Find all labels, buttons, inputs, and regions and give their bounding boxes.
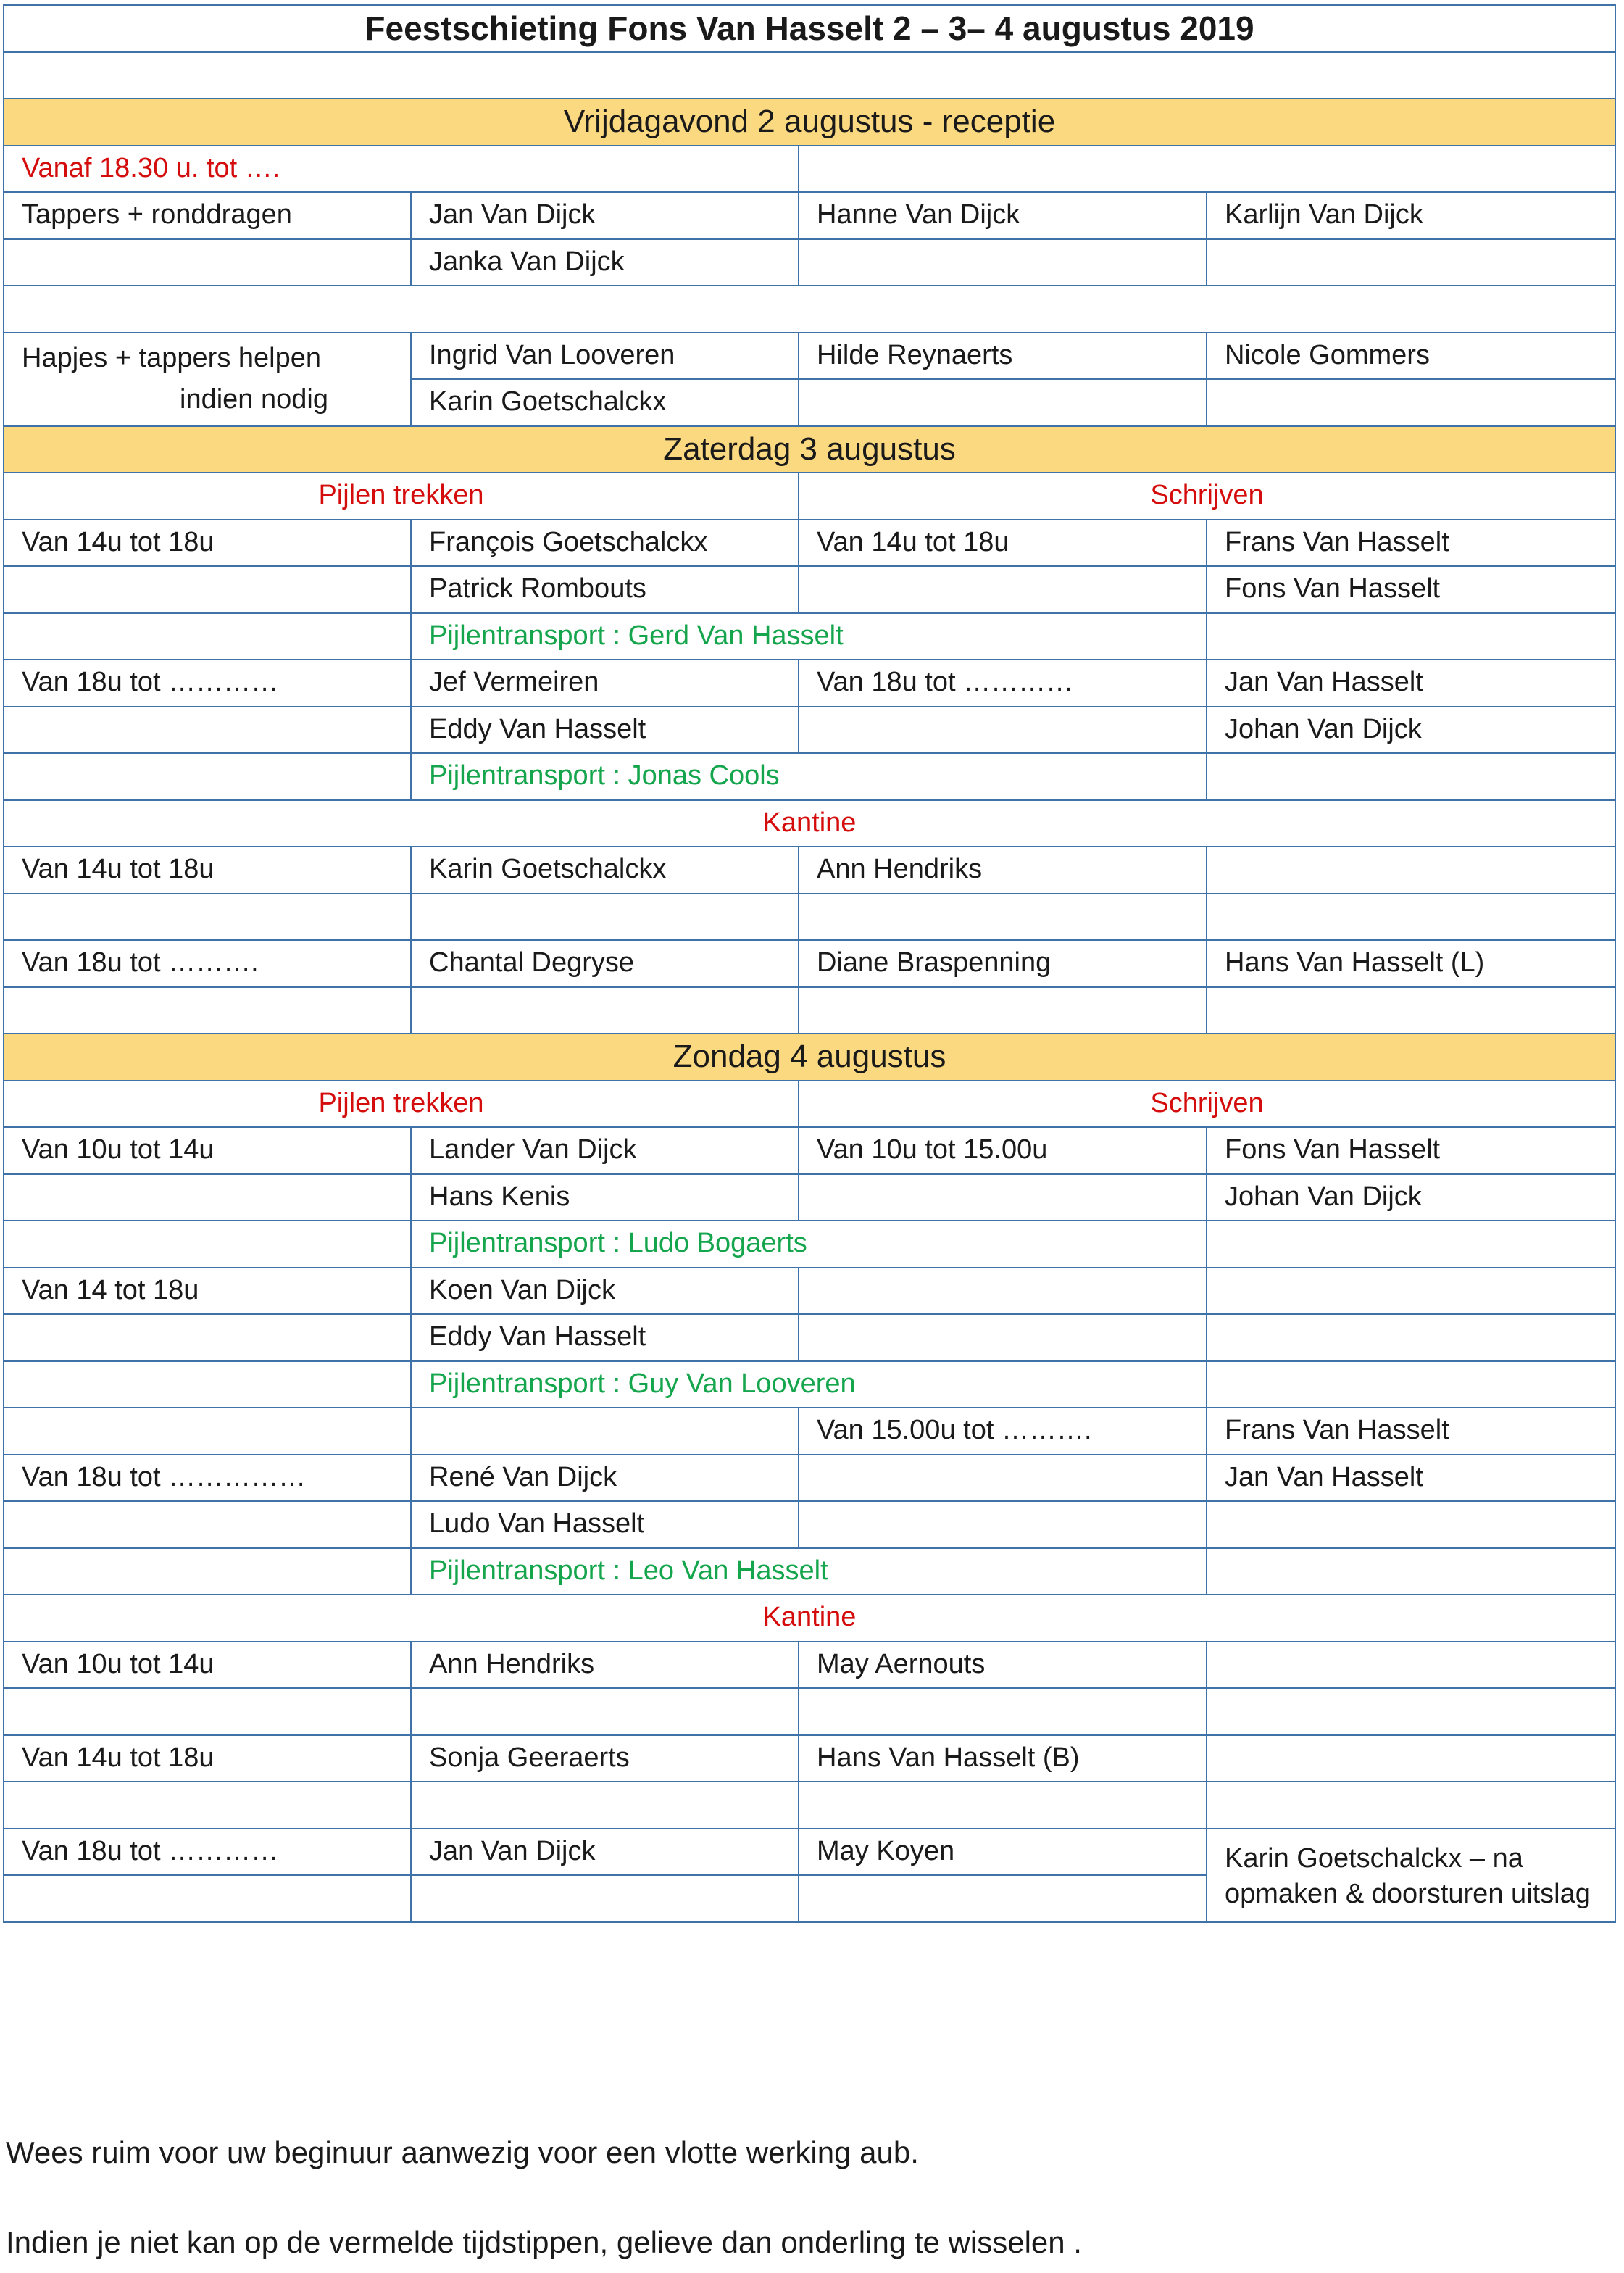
table-row [4,1642,1615,1689]
person-cell: Koen Van Dijck [411,1268,799,1315]
table-row [4,1174,1615,1221]
person-cell: Jan Van Hasselt [1207,1455,1615,1502]
time-slot: Van 14u tot 18u [4,1735,411,1782]
pijlentransport-cell: Pijlentransport : Gerd Van Hasselt [411,613,1207,660]
table-row [4,1455,1615,1502]
pijlentransport-cell: Pijlentransport : Leo Van Hasselt [411,1548,1207,1595]
person-cell: Karin Goetschalckx [411,847,799,894]
time-slot: Van 14u tot 18u [4,520,411,567]
person-cell: Johan Van Dijck [1207,707,1615,754]
table-row [4,1548,1615,1595]
table-row [4,847,1615,894]
saturday-header: Zaterdag 3 augustus [4,426,1615,473]
hapjes-label [4,333,411,426]
schrijven-label: Schrijven [799,473,1615,520]
time-slot: Van 18u tot ………. [4,940,411,987]
kantine-note-line1: Karin Goetschalckx – na [1225,1842,1523,1874]
table-row [4,192,1615,239]
person-cell: Frans Van Hasselt [1207,1408,1615,1455]
saturday-header-row [4,426,1615,473]
table-row [4,1829,1615,1876]
document-title: Feestschieting Fons Van Hasselt 2 – 3– 4 augustus 2019 [4,5,1615,52]
table-row [4,987,1615,1034]
hapjes-label-line1: Hapjes + tappers helpen [22,343,322,373]
spacer-row [4,286,1615,333]
pijlentransport-cell: Pijlentransport : Ludo Bogaerts [411,1221,1207,1268]
time-slot: Van 14u tot 18u [4,847,411,894]
table-row [4,1127,1615,1174]
table-row [4,1595,1615,1642]
person-cell: Nicole Gommers [1207,333,1615,380]
time-slot: Van 14 tot 18u [4,1268,411,1315]
table-row [4,1221,1615,1268]
kantine-note-cell [1207,1829,1615,1922]
time-slot: Van 14u tot 18u [799,520,1207,567]
person-cell: Jef Vermeiren [411,660,799,707]
hapjes-label-line2: indien nodig [180,384,328,415]
person-cell: May Koyen [799,1829,1207,1876]
time-slot: Van 18u tot ………… [4,1829,411,1876]
person-cell: François Goetschalckx [411,520,799,567]
time-slot: Van 10u tot 15.00u [799,1127,1207,1174]
kantine-label: Kantine [4,1595,1615,1642]
table-row [4,146,1615,193]
table-row [4,520,1615,567]
table-row [4,1408,1615,1455]
table-row [4,1314,1615,1361]
person-cell: Eddy Van Hasselt [411,1314,799,1361]
person-cell: Frans Van Hasselt [1207,520,1615,567]
person-cell: Sonja Geeraerts [411,1735,799,1782]
person-cell: Karin Goetschalckx [411,379,799,426]
friday-header: Vrijdagavond 2 augustus - receptie [4,99,1615,146]
pijlen-trekken-label: Pijlen trekken [4,473,799,520]
table-row [4,1081,1615,1128]
person-cell: Eddy Van Hasselt [411,707,799,754]
pijlentransport-cell: Pijlentransport : Guy Van Looveren [411,1361,1207,1408]
person-cell: Ingrid Van Looveren [411,333,799,380]
table-row [4,800,1615,847]
person-cell: Patrick Rombouts [411,566,799,613]
table-row [4,1361,1615,1408]
person-cell: Ann Hendriks [411,1642,799,1689]
person-cell: Fons Van Hasselt [1207,1127,1615,1174]
person-cell: Jan Van Hasselt [1207,660,1615,707]
person-cell: Hilde Reynaerts [799,333,1207,380]
table-row [4,894,1615,941]
person-cell: René Van Dijck [411,1455,799,1502]
friday-header-row [4,99,1615,146]
person-cell: Ann Hendriks [799,847,1207,894]
title-row [4,5,1615,52]
person-cell: Hans Van Hasselt (B) [799,1735,1207,1782]
table-row [4,940,1615,987]
person-cell: Jan Van Dijck [411,192,799,239]
table-row [4,566,1615,613]
kantine-label: Kantine [4,800,1615,847]
person-cell: Hans Van Hasselt (L) [1207,940,1615,987]
note-arrival: Wees ruim voor uw beginuur aanwezig voor een vlotte werking aub. [6,2135,919,2169]
friday-start-time: Vanaf 18.30 u. tot …. [4,146,799,193]
time-slot: Van 18u tot …………… [4,1455,411,1502]
table-row [4,1688,1615,1735]
person-cell: Ludo Van Hasselt [411,1501,799,1548]
table-row [4,1782,1615,1829]
person-cell: Hanne Van Dijck [799,192,1207,239]
table-row [4,613,1615,660]
table-row [4,333,1615,380]
pijlentransport-cell: Pijlentransport : Jonas Cools [411,753,1207,800]
note-swap: Indien je niet kan op de vermelde tijdstippen, gelieve dan onderling te wisselen . [6,2225,1082,2259]
person-cell: Diane Braspenning [799,940,1207,987]
person-cell: Lander Van Dijck [411,1127,799,1174]
person-cell: Jan Van Dijck [411,1829,799,1876]
person-cell: Chantal Degryse [411,940,799,987]
table-row [4,473,1615,520]
table-row [4,1501,1615,1548]
time-slot: Van 15.00u tot ………. [799,1408,1207,1455]
sunday-header-row [4,1034,1615,1081]
time-slot: Van 10u tot 14u [4,1642,411,1689]
person-cell: Hans Kenis [411,1174,799,1221]
table-row [4,1735,1615,1782]
time-slot: Van 10u tot 14u [4,1127,411,1174]
table-row [4,239,1615,286]
time-slot: Van 18u tot ………… [799,660,1207,707]
sunday-header: Zondag 4 augustus [4,1034,1615,1081]
table-row [4,1268,1615,1315]
table-row [4,753,1615,800]
person-cell: Fons Van Hasselt [1207,566,1615,613]
person-cell: Janka Van Dijck [411,239,799,286]
tappers-label: Tappers + ronddragen [4,192,411,239]
spacer-row [4,52,1615,99]
time-slot: Van 18u tot ………… [4,660,411,707]
schrijven-label: Schrijven [799,1081,1615,1128]
person-cell: May Aernouts [799,1642,1207,1689]
pijlen-trekken-label: Pijlen trekken [4,1081,799,1128]
table-row [4,707,1615,754]
person-cell: Johan Van Dijck [1207,1174,1615,1221]
schedule-table [3,4,1616,1923]
table-row [4,660,1615,707]
person-cell: Karlijn Van Dijck [1207,192,1615,239]
kantine-note-line2: opmaken & doorsturen uitslag [1225,1878,1591,1909]
